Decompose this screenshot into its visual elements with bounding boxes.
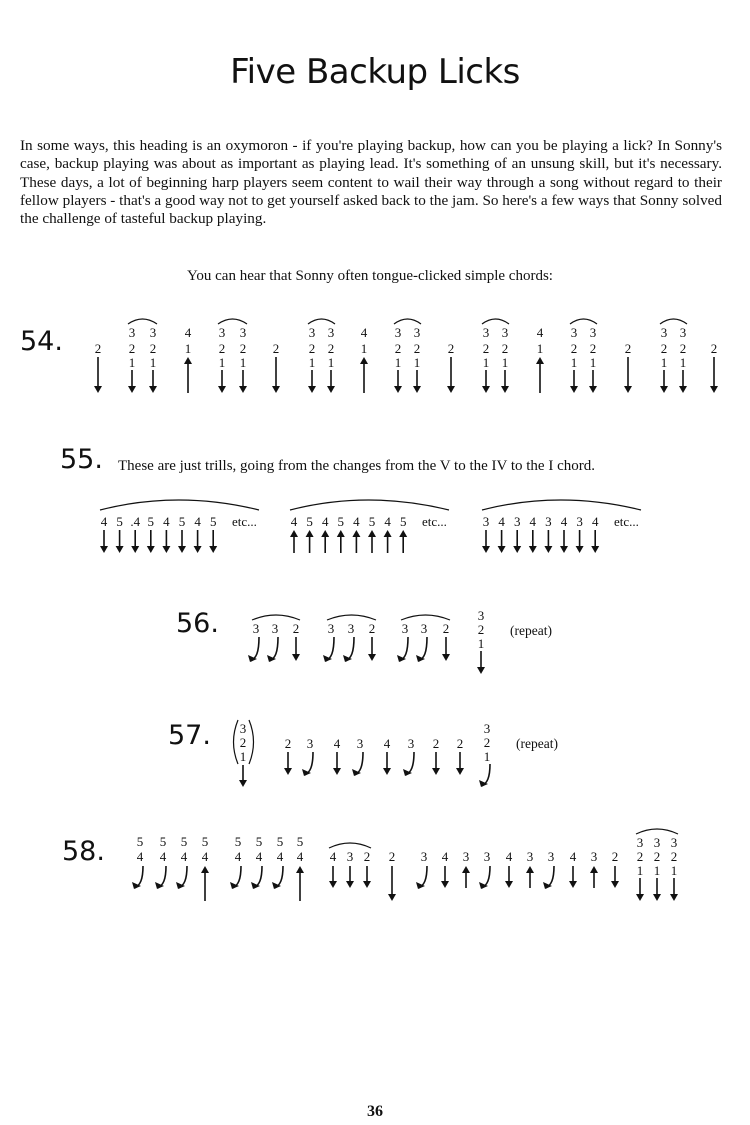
ex54-chord-note: 3 [589, 325, 597, 340]
draw-arrowhead [441, 881, 449, 888]
blow-arrowhead [290, 530, 298, 537]
ex56-note: 2 [442, 621, 450, 636]
ex57-note: 2 [456, 736, 464, 751]
ex54-chord-note: 1 [128, 355, 136, 370]
ex57-paren-note: 1 [239, 749, 247, 764]
draw-arrowhead [560, 546, 568, 553]
blow-arrowhead [462, 866, 470, 873]
draw-arrowhead [636, 894, 644, 901]
ex58-chord-note: 3 [653, 835, 661, 850]
ex57-note: 4 [383, 736, 391, 751]
draw-arrowhead [544, 546, 552, 553]
ex58-stack-note: 4 [276, 849, 284, 864]
ex54-chord-note: 2 [327, 341, 335, 356]
ex57-paren-note: 2 [239, 735, 247, 750]
draw-arrowhead [501, 386, 509, 393]
draw-arrowhead [178, 546, 186, 553]
ex54-number: 54. [20, 326, 63, 357]
ex54-chord-note: 3 [128, 325, 136, 340]
ex56-chord-note: 3 [477, 608, 485, 623]
blow-arrowhead [352, 530, 360, 537]
draw-arrowhead [194, 546, 202, 553]
ex55-etc: etc... [614, 514, 639, 529]
ex57-paren-right [249, 720, 254, 764]
ex58-note: 3 [526, 849, 534, 864]
ex54-chord-note: 2 [239, 341, 247, 356]
draw-arrowhead [653, 894, 661, 901]
draw-arrowhead [591, 546, 599, 553]
draw-arrowhead [456, 768, 464, 775]
draw-arrowhead [710, 386, 718, 393]
ex54-blow-note: 4 [360, 325, 368, 340]
blow-arrowhead [360, 357, 368, 364]
ex54-chord-note: 1 [660, 355, 668, 370]
ex56-note: 2 [292, 621, 300, 636]
ex57-note: 2 [284, 736, 292, 751]
ex56-note: 3 [252, 621, 260, 636]
ex54-chord-note: 2 [394, 341, 402, 356]
ex58-stack-note: 4 [255, 849, 263, 864]
blow-arrowhead [399, 530, 407, 537]
ex54-chord-note: 3 [501, 325, 509, 340]
ex58-chord-note: 2 [636, 849, 644, 864]
ex58-stack-note: 5 [136, 834, 144, 849]
ex54-chord-note: 1 [218, 355, 226, 370]
blow-arrowhead [201, 866, 209, 873]
ex54-chord-note: 1 [308, 355, 316, 370]
draw-arrowhead [447, 386, 455, 393]
ex56-note: 3 [401, 621, 409, 636]
ex54-chord-note: 3 [413, 325, 421, 340]
ex58-note: 4 [329, 849, 337, 864]
ex55-note: 5 [368, 514, 376, 529]
ex55-note: 3 [513, 514, 521, 529]
ex58-stack-note: 5 [201, 834, 209, 849]
ex54-single-note: 2 [94, 341, 102, 356]
ex58-note: 3 [547, 849, 555, 864]
ex54-chord-note: 3 [149, 325, 157, 340]
ex58-note: 2 [388, 849, 396, 864]
ex54-blow-note: 4 [184, 325, 192, 340]
ex54-blow-note: 1 [184, 341, 192, 356]
ex55-note: 5 [209, 514, 217, 529]
ex57-note: 3 [356, 736, 364, 751]
ex58-note: 4 [569, 849, 577, 864]
ex54-chord-note: 3 [327, 325, 335, 340]
ex58-note: 2 [363, 849, 371, 864]
blow-arrowhead [526, 866, 534, 873]
ex56-slur [252, 615, 300, 620]
ex57-paren-left [234, 720, 239, 764]
ex57-note: 4 [333, 736, 341, 751]
page-title: Five Backup Licks [230, 52, 520, 92]
ex58-chord-note: 2 [670, 849, 678, 864]
ex54-slur [482, 319, 509, 324]
draw-arrowhead [128, 386, 136, 393]
ex55-etc: etc... [422, 514, 447, 529]
ex54-chord-note: 3 [308, 325, 316, 340]
ex58-chord-note: 1 [670, 863, 678, 878]
ex57-chord-note: 2 [483, 735, 491, 750]
draw-arrowhead [611, 881, 619, 888]
ex57-chord-note: 1 [483, 749, 491, 764]
ex57-chord-note: 3 [483, 721, 491, 736]
ex56-repeat: (repeat) [510, 623, 552, 638]
ex55-note: 4 [321, 514, 329, 529]
ex57-note: 3 [407, 736, 415, 751]
ex54-chord-note: 1 [679, 355, 687, 370]
ex54-slur [128, 319, 157, 324]
ex54-chord-note: 3 [482, 325, 490, 340]
ex54-blow-note: 1 [536, 341, 544, 356]
ex58-chord-slur [636, 829, 678, 834]
ex56-chord-note: 1 [477, 636, 485, 651]
draw-arrowhead [529, 546, 537, 553]
ex54-chord-note: 2 [589, 341, 597, 356]
ex58-stack-note: 5 [180, 834, 188, 849]
draw-arrowhead [363, 881, 371, 888]
ex54-slur [660, 319, 687, 324]
ex56-note: 3 [271, 621, 279, 636]
page-number: 36 [367, 1103, 383, 1120]
draw-arrowhead [670, 894, 678, 901]
draw-arrowhead [100, 546, 108, 553]
draw-arrowhead [327, 386, 335, 393]
ex55-note: 5 [116, 514, 123, 529]
ex55-note: 4 [100, 514, 108, 529]
ex57-number: 57. [168, 720, 211, 751]
draw-arrowhead [94, 386, 102, 393]
ex58-stack-note: 4 [180, 849, 188, 864]
ex58-note: 4 [505, 849, 513, 864]
ex58-note: 3 [483, 849, 491, 864]
blow-arrowhead [337, 530, 345, 537]
ex58-number: 58. [62, 836, 105, 867]
draw-arrowhead [482, 386, 490, 393]
ex58-stack-note: 4 [201, 849, 209, 864]
blow-arrowhead [384, 530, 392, 537]
draw-arrowhead [513, 546, 521, 553]
ex55-note: 5 [337, 514, 345, 529]
ex54-chord-note: 3 [239, 325, 247, 340]
draw-arrowhead [308, 386, 316, 393]
ex55-note: 4 [498, 514, 505, 529]
ex55-note: 5 [147, 514, 155, 529]
draw-arrowhead [624, 386, 632, 393]
blow-arrowhead [536, 357, 544, 364]
ex56-chord-note: 2 [477, 622, 485, 637]
ex58-stack-note: 4 [296, 849, 304, 864]
draw-arrowhead [131, 546, 139, 553]
ex57-repeat: (repeat) [516, 736, 558, 751]
ex58-stack-note: 5 [159, 834, 167, 849]
ex55-note: 5 [306, 514, 313, 529]
ex54-chord-note: 2 [660, 341, 668, 356]
draw-arrowhead [413, 386, 421, 393]
ex54-chord-note: 1 [501, 355, 509, 370]
ex54-chord-note: 3 [660, 325, 668, 340]
ex58-note: 3 [420, 849, 428, 864]
ex55-slur [482, 500, 641, 510]
draw-arrowhead [383, 768, 391, 775]
ex58-chord-note: 3 [636, 835, 644, 850]
draw-arrowhead [477, 667, 485, 674]
ex54-single-note: 2 [447, 341, 455, 356]
ex54-slur [308, 319, 335, 324]
ex55-note: 4 [353, 514, 360, 529]
draw-arrowhead [147, 546, 155, 553]
draw-arrowhead [498, 546, 506, 553]
ex54-chord-note: 3 [570, 325, 578, 340]
ex54-chord-note: 3 [394, 325, 402, 340]
ex58-stack-note: 4 [159, 849, 167, 864]
ex58-chord-note: 2 [653, 849, 661, 864]
ex58-chord-note: 1 [636, 863, 644, 878]
ex56-note: 3 [420, 621, 428, 636]
intro-paragraph: In some ways, this heading is an oxymoron - if you're playing backup, how can you be playing a lick? In Sonny's case, backup playing was about as important as playing lead. It's something of an unsung skill, but it's necessary. These days, a lot of beginning harp players seem content to wail their way through a song without regard to their fellow players - that's a good way not to get yourself asked back to the jam. So here's a few ways that Sonny solved the challenge of tasteful backup playing. [20, 137, 722, 228]
ex54-single-note: 2 [272, 341, 280, 356]
draw-arrowhead [218, 386, 226, 393]
ex54-chord-note: 2 [413, 341, 421, 356]
ex55-caption: These are just trills, going from the changes from the V to the IV to the I chord. [118, 458, 595, 474]
ex54-chord-note: 1 [570, 355, 578, 370]
ex54-chord-note: 3 [218, 325, 226, 340]
ex58-chord-note: 1 [653, 863, 661, 878]
draw-arrowhead [576, 546, 584, 553]
draw-arrowhead [346, 881, 354, 888]
ex54-chord-note: 2 [570, 341, 578, 356]
ex58-stack-note: 4 [136, 849, 144, 864]
ex54-chord-note: 1 [149, 355, 157, 370]
draw-arrowhead [442, 654, 450, 661]
blow-arrowhead [306, 530, 314, 537]
ex56-note: 3 [347, 621, 355, 636]
draw-arrowhead [368, 654, 376, 661]
ex56-slur [401, 615, 450, 620]
draw-arrowhead [239, 386, 247, 393]
ex58-note: 4 [441, 849, 449, 864]
blow-arrowhead [368, 530, 376, 537]
draw-arrowhead [570, 386, 578, 393]
ex54-chord-note: 1 [327, 355, 335, 370]
ex55-number: 55. [60, 444, 103, 475]
ex55-note: 5 [178, 514, 186, 529]
draw-arrowhead [162, 546, 170, 553]
ex58-stack-note: 5 [234, 834, 242, 849]
ex54-slur [394, 319, 421, 324]
ex54-chord-note: 2 [218, 341, 226, 356]
ex54-chord-note: 2 [501, 341, 509, 356]
ex55-note: 5 [399, 514, 407, 529]
blow-arrowhead [590, 866, 598, 873]
ex57-note: 3 [306, 736, 314, 751]
ex54-single-note: 2 [710, 341, 718, 356]
draw-arrowhead [333, 768, 341, 775]
ex54-chord-note: 2 [149, 341, 157, 356]
draw-arrowhead [388, 894, 396, 901]
ex58-stack-note: 5 [276, 834, 284, 849]
ex54-chord-note: 2 [679, 341, 687, 356]
ex56-note: 3 [327, 621, 335, 636]
ex55-slur [100, 500, 259, 510]
draw-arrowhead [292, 654, 300, 661]
ex55-note: 4 [194, 514, 201, 529]
draw-arrowhead [679, 386, 687, 393]
ex54-slur [218, 319, 247, 324]
ex55-note: 4 [290, 514, 298, 529]
draw-arrowhead [209, 546, 217, 553]
draw-arrowhead [272, 386, 280, 393]
ex55-note: 4 [560, 514, 568, 529]
ex58-note: 3 [590, 849, 598, 864]
ex55-note: .4 [130, 514, 141, 529]
ex54-single-note: 2 [624, 341, 632, 356]
ex55-note: 4 [591, 514, 599, 529]
ex58-slur [329, 843, 371, 848]
draw-arrowhead [482, 546, 490, 553]
ex54-chord-note: 1 [394, 355, 402, 370]
ex54-blow-note: 1 [360, 341, 368, 356]
ex54-caption: You can hear that Sonny often tongue-clicked simple chords: [187, 268, 553, 284]
ex55-note: 3 [576, 514, 583, 529]
draw-arrowhead [569, 881, 577, 888]
ex57-paren-note: 3 [239, 721, 247, 736]
ex54-chord-note: 1 [413, 355, 421, 370]
draw-arrowhead [149, 386, 157, 393]
ex54-chord-note: 1 [482, 355, 490, 370]
draw-arrowhead [505, 881, 513, 888]
ex56-note: 2 [368, 621, 376, 636]
draw-arrowhead [589, 386, 597, 393]
ex58-chord-note: 3 [670, 835, 678, 850]
ex54-chord-note: 2 [128, 341, 136, 356]
draw-arrowhead [116, 546, 124, 553]
ex54-slur [570, 319, 597, 324]
ex55-note: 4 [163, 514, 170, 529]
draw-arrowhead [432, 768, 440, 775]
ex55-note: 3 [545, 514, 552, 529]
draw-arrowhead [329, 881, 337, 888]
ex58-note: 3 [462, 849, 470, 864]
ex54-chord-note: 2 [308, 341, 316, 356]
ex55-etc: etc... [232, 514, 257, 529]
ex55-note: 3 [482, 514, 490, 529]
ex56-number: 56. [176, 608, 219, 639]
ex58-stack-note: 5 [296, 834, 304, 849]
ex54-chord-note: 1 [239, 355, 247, 370]
draw-arrowhead [394, 386, 402, 393]
ex58-note: 2 [611, 849, 619, 864]
ex54-chord-note: 3 [679, 325, 687, 340]
ex55-note: 4 [529, 514, 537, 529]
ex54-blow-note: 4 [536, 325, 544, 340]
ex58-stack-note: 5 [255, 834, 263, 849]
draw-arrowhead [239, 780, 247, 787]
ex54-chord-note: 2 [482, 341, 490, 356]
ex56-slur [327, 615, 376, 620]
ex58-stack-note: 4 [234, 849, 242, 864]
ex55-slur [290, 500, 449, 510]
ex58-note: 3 [346, 849, 354, 864]
draw-arrowhead [284, 768, 292, 775]
blow-arrowhead [321, 530, 329, 537]
ex54-chord-note: 1 [589, 355, 597, 370]
blow-arrowhead [184, 357, 192, 364]
ex55-note: 4 [384, 514, 391, 529]
blow-arrowhead [296, 866, 304, 873]
draw-arrowhead [660, 386, 668, 393]
ex57-note: 2 [432, 736, 440, 751]
